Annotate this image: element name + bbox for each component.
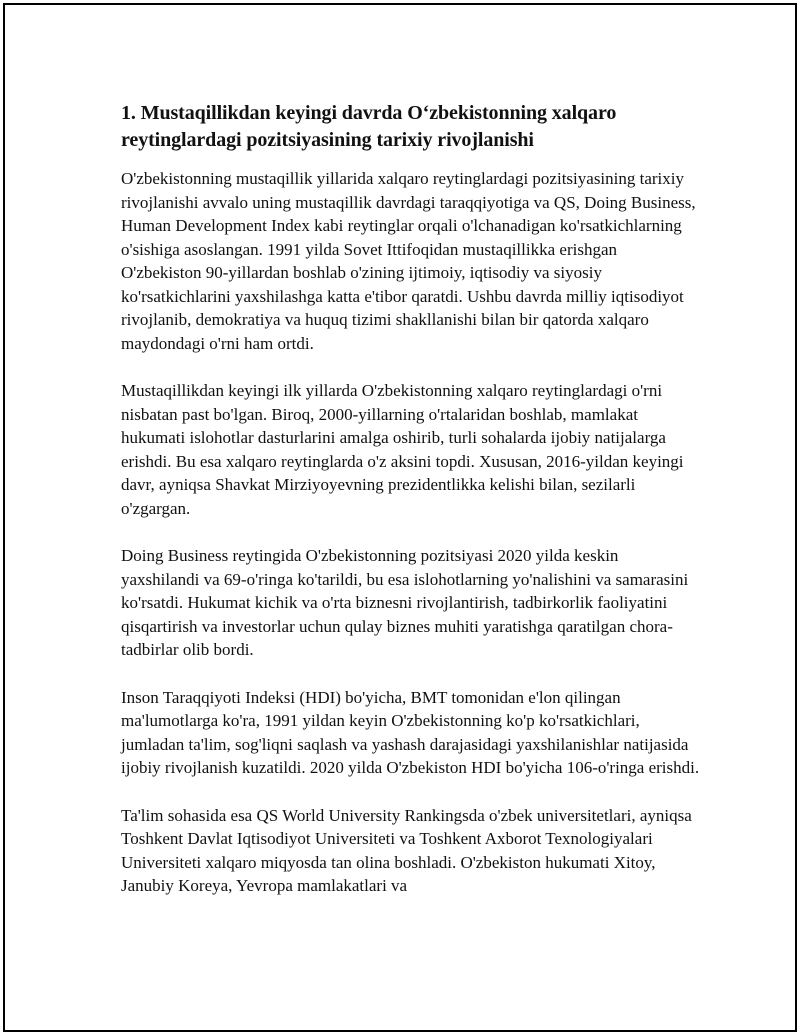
page-frame <box>3 3 797 1032</box>
document-body <box>121 100 701 922</box>
paragraph-4: Inson Taraqqiyoti Indeksi (HDI) bo'yicha, BMT tomonidan e'lon qilingan ma'lumotlarga ko'ra, 1991 yildan keyin O'zbekistonning ko'p ko'rsatkichlari, jumladan ta'lim, sog'liqni saqlash va yashash darajasidagi yaxshilanishlar natijasida ijobiy rivojlanish kuzatildi. 2020 yilda O'zbekiston HDI bo'yicha 106-o'ringa erishdi. <box>121 687 700 777</box>
section-heading: 1. Mustaqillikdan keyingi davrda O‘zbekistonning xalqaro reytinglardagi pozitsiyasining tarixiy rivojlanishi <box>121 102 617 151</box>
paragraph-5: Ta'lim sohasida esa QS World University Rankingsda o'zbek universitetlari, ayniqsa Toshkent Davlat Iqtisodiyot Universiteti va Toshkent Axborot Texnologiyalari Universiteti xalqaro miqyosda tan olina boshladi. O'zbekiston hukumati Xitoy, Janubiy Koreya, Yevropa mamlakatlari va <box>121 805 692 895</box>
paragraph-3: Doing Business reytingida O'zbekistonning pozitsiyasi 2020 yilda keskin yaxshilandi va 69-o'ringa ko'tarildi, bu esa islohotlarning yo'nalishini va samarasini ko'rsatdi. Hukumat kichik va o'rta biznesni rivojlantirish, tadbirkorlik faoliyatini qisqartirish va investorlar uchun qulay biznes muhiti yaratishga qaratilgan chora-tadbirlar olib bordi. <box>121 546 689 659</box>
paragraph-2: Mustaqillikdan keyingi ilk yillarda O'zbekistonning xalqaro reytinglardagi o'rni nisbatan past bo'lgan. Biroq, 2000-yillarning o'rtalaridan boshlab, mamlakat hukumati islohotlar dasturlarini amalga oshirib, turli sohalarda ijobiy natijalarga erishdi. Bu esa xalqaro reytinglarda o'z aksini topdi. Xususan, 2016-yildan keyingi davr, ayniqsa Shavkat Mirziyoyevning prezidentlikka kelishi bilan, sezilarli o'zgargan. <box>121 381 684 518</box>
paragraph-1: O'zbekistonning mustaqillik yillarida xalqaro reytinglardagi pozitsiyasining tarixiy rivojlanishi avvalo uning mustaqillik davrdagi taraqqiyotiga va QS, Doing Business, Human Development Index kabi reytinglar orqali o'lchanadigan ko'rsatkichlarning o'sishiga asoslangan. 1991 yilda Sovet Ittifoqidan mustaqillikka erishgan O'zbekiston 90-yillardan boshlab o'zining ijtimoiy, iqtisodiy va siyosiy ko'rsatkichlarini yaxshilashga katta e'tibor qaratdi. Ushbu davrda milliy iqtisodiyot rivojlanib, demokratiya va huquq tizimi shakllanishi bilan bir qatorda xalqaro maydondagi o'rni ham ortdi. <box>121 169 696 353</box>
